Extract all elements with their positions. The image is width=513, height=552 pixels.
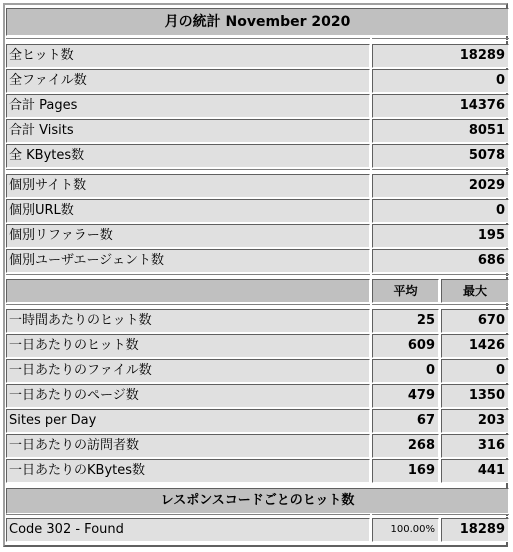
response-code-percent: 100.00% xyxy=(372,518,439,542)
stat-label: 全ファイル数 xyxy=(6,69,370,93)
avg-column-header: 平均 xyxy=(372,279,439,303)
stat-label: 合計 Pages xyxy=(6,94,370,118)
stat-value: 2029 xyxy=(372,174,509,198)
avg-value: 67 xyxy=(372,409,439,433)
response-code-value: 18289 xyxy=(441,518,509,542)
stat-value: 195 xyxy=(372,224,509,248)
stat-label: 個別リファラー数 xyxy=(6,224,370,248)
avg-value: 0 xyxy=(372,359,439,383)
max-value: 441 xyxy=(441,459,509,483)
divider xyxy=(372,274,509,277)
stat-label: 全ヒット数 xyxy=(6,44,370,68)
stat-label: 一日あたりのヒット数 xyxy=(6,334,370,358)
avg-value: 609 xyxy=(372,334,439,358)
max-value: 1426 xyxy=(441,334,509,358)
max-value: 1350 xyxy=(441,384,509,408)
stat-label: 合計 Visits xyxy=(6,119,370,143)
divider xyxy=(372,514,509,517)
avg-value: 268 xyxy=(372,434,439,458)
stat-label: 一時間あたりのヒット数 xyxy=(6,309,370,333)
max-value: 670 xyxy=(441,309,509,333)
divider xyxy=(6,304,370,307)
stat-value: 5078 xyxy=(372,144,509,168)
stat-label: 個別URL数 xyxy=(6,199,370,223)
page-title: 月の統計 November 2020 xyxy=(6,8,509,36)
divider xyxy=(372,304,509,307)
stat-value: 18289 xyxy=(372,44,509,68)
divider xyxy=(6,274,370,277)
stat-label: 個別ユーザエージェント数 xyxy=(6,249,370,273)
stat-label: 全 KBytes数 xyxy=(6,144,370,168)
max-value: 316 xyxy=(441,434,509,458)
stat-value: 0 xyxy=(372,69,509,93)
divider xyxy=(372,169,509,172)
response-codes-header: レスポンスコードごとのヒット数 xyxy=(6,488,509,514)
stat-label: 一日あたりの訪問者数 xyxy=(6,434,370,458)
stat-value: 0 xyxy=(372,199,509,223)
divider xyxy=(6,514,370,517)
stat-value: 686 xyxy=(372,249,509,273)
max-value: 0 xyxy=(441,359,509,383)
divider xyxy=(372,38,509,41)
stat-label: Sites per Day xyxy=(6,409,370,433)
stat-value: 8051 xyxy=(372,119,509,143)
stat-label: 一日あたりのページ数 xyxy=(6,384,370,408)
avg-value: 479 xyxy=(372,384,439,408)
avg-value: 169 xyxy=(372,459,439,483)
stat-label: 一日あたりのKBytes数 xyxy=(6,459,370,483)
max-column-header: 最大 xyxy=(441,279,509,303)
stat-value: 14376 xyxy=(372,94,509,118)
avg-value: 25 xyxy=(372,309,439,333)
divider xyxy=(6,169,370,172)
stat-label: 一日あたりのファイル数 xyxy=(6,359,370,383)
stat-label: 個別サイト数 xyxy=(6,174,370,198)
response-code-label: Code 302 - Found xyxy=(6,518,370,542)
divider xyxy=(6,38,370,41)
max-value: 203 xyxy=(441,409,509,433)
averages-header-blank xyxy=(6,279,370,303)
